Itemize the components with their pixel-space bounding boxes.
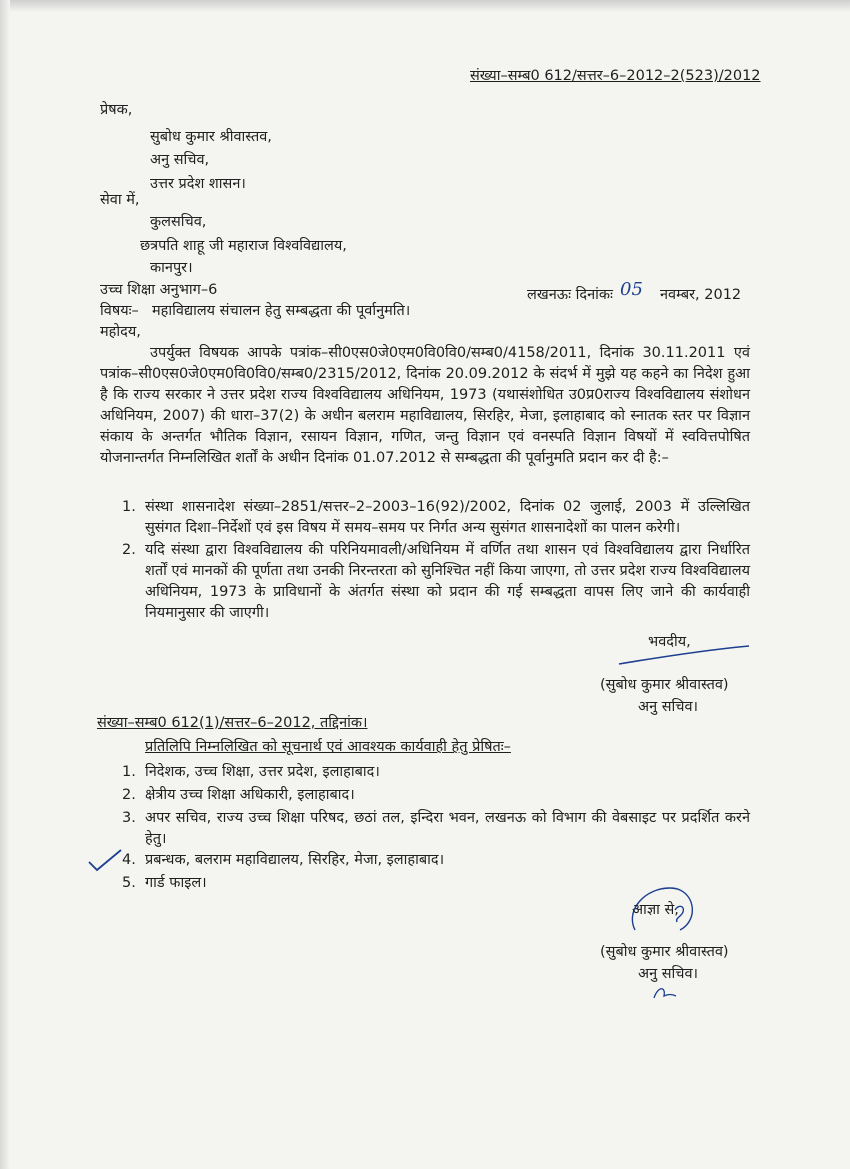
subject-label: विषयः– (100, 303, 139, 319)
date-suffix: नवम्बर, 2012 (660, 287, 742, 303)
tick-mark (85, 846, 125, 876)
signature-mark (615, 640, 755, 670)
sender-label: प्रेषक, (100, 102, 133, 118)
subject-text: महाविद्यालय संचालन हेतु सम्बद्धता की पूर्वानुमति। (152, 303, 411, 319)
salutation: महोदय, (100, 324, 141, 340)
recipient-item: अपर सचिव, राज्य उच्च शिक्षा परिषद, छठां तल, इन्दिरा भवन, लखनऊ को विभाग की वेबसाइट पर प्रदर्शित करने हेतु। (145, 810, 750, 847)
reference-number: संख्या–सम्ब0 612/सत्तर–6–2012–2(523)/2012 (470, 68, 761, 84)
initials-mark-small (650, 984, 680, 1004)
signatory-name: (सुबोध कुमार श्रीवास्तव) (600, 677, 729, 693)
recipient-number: 4. (122, 852, 136, 868)
recipient-university: छत्रपति शाहू जी महाराज विश्वविद्यालय, (140, 238, 347, 254)
body-paragraph: उपर्युक्त विषयक आपके पत्रांक–सी0एस0जे0एम0वि0वि0/सम्ब0/4158/2011, दिनांक 30.11.2011 एवं पत्रांक–सी0एस0जे0एम0वि0वि0/सम्ब0/2315/2012, दिनांक 20.09.2012 के संदर्भ में मुझे यह कहने का निदेश हुआ है कि राज्य सरकार ने उत्तर प्रदेश राज्य विश्वविद्यालय अधिनियम, 1973 (यथासंशोधित उ0प्र0राज्य विश्वविद्यालय संशोधन अधिनियम, 2007) की धारा–37(2) के अधीन बलराम महाविद्यालय, सिरहिर, मेजा, इलाहाबाद को स्नातक स्तर पर विज्ञान संकाय के अन्तर्गत भौतिक विज्ञान, रसायन विज्ञान, गणित, जन्तु विज्ञान एवं वनस्पति विज्ञान विषयों में स्ववित्तपोषित योजनान्तर्गत निम्नलिखित शर्तों के अधीन दिनांक 01.07.2012 से सम्बद्धता की पूर्वानुमति प्रदान कर दी है:– (100, 345, 750, 466)
condition-number: 1. (122, 499, 136, 515)
recipient-item: गार्ड फाइल। (145, 875, 207, 891)
to-label: सेवा में, (100, 192, 140, 208)
scan-edge-left (0, 0, 10, 1169)
sender-office: उत्तर प्रदेश शासन। (150, 176, 246, 192)
condition-text: संस्था शासनादेश संख्या–2851/सत्तर–2–2003–16(92)/2002, दिनांक 02 जुलाई, 2003 में उल्लिखित सुसंगत दिशा–निर्देशों एवं इस विषय में समय–समय पर निर्गत अन्य सुसंगत शासनादेशों का पालन करेगी। (145, 499, 750, 536)
recipient-number: 3. (122, 810, 136, 826)
recipient-number: 5. (122, 875, 136, 891)
endorsement-signatory-designation: अनु सचिव। (638, 966, 699, 982)
handwritten-date-day: 05 (620, 279, 643, 300)
condition-text: यदि संस्था द्वारा विश्वविद्यालय की परिनियमावली/अधिनियम में वर्णित तथा शासन एवं विश्वविद्यालय द्वारा निर्धारित शर्तों एवं मानकों की पूर्णता तथा उनकी निरन्तरता को सुनिश्चित नहीं किया जाएगा, तो उत्तर प्रदेश राज्य विश्वविद्यालय अधिनियम, 1973 के प्राविधानों के अंतर्गत संस्था को प्रदान की गई सम्बद्धता वापस लिए जाने की कार्यवाही नियमानुसार की जाएगी। (145, 542, 750, 621)
closing: भवदीय, (648, 634, 691, 650)
recipient-number: 2. (122, 787, 136, 803)
endorsement-signatory-name: (सुबोध कुमार श्रीवास्तव) (600, 944, 729, 960)
endorsement-intro: प्रतिलिपि निम्नलिखित को सूचनार्थ एवं आवश्यक कार्यवाही हेतु प्रेषितः– (145, 739, 511, 755)
recipient-item: प्रबन्धक, बलराम महाविद्यालय, सिरहिर, मेजा, इलाहाबाद। (145, 852, 445, 868)
by-order: आज्ञा से, (632, 902, 679, 918)
scan-edge-top (0, 0, 850, 12)
section-name: उच्च शिक्षा अनुभाग–6 (100, 282, 218, 298)
recipient-number: 1. (122, 764, 136, 780)
recipient-city: कानपुर। (150, 260, 193, 276)
condition-number: 2. (122, 542, 136, 558)
sender-designation: अनु सचिव, (150, 152, 210, 168)
recipient-item: निदेशक, उच्च शिक्षा, उत्तर प्रदेश, इलाहाबाद। (145, 764, 380, 780)
endorsement-reference: संख्या–सम्ब0 612(1)/सत्तर–6–2012, तद्दिनांक। (97, 715, 368, 731)
signatory-designation: अनु सचिव। (638, 699, 699, 715)
recipient-item: क्षेत्रीय उच्च शिक्षा अधिकारी, इलाहाबाद। (145, 787, 355, 803)
recipient-title: कुलसचिव, (150, 214, 207, 230)
sender-name: सुबोध कुमार श्रीवास्तव, (150, 129, 272, 145)
date-prefix: लखनऊः दिनांकः (527, 287, 613, 303)
